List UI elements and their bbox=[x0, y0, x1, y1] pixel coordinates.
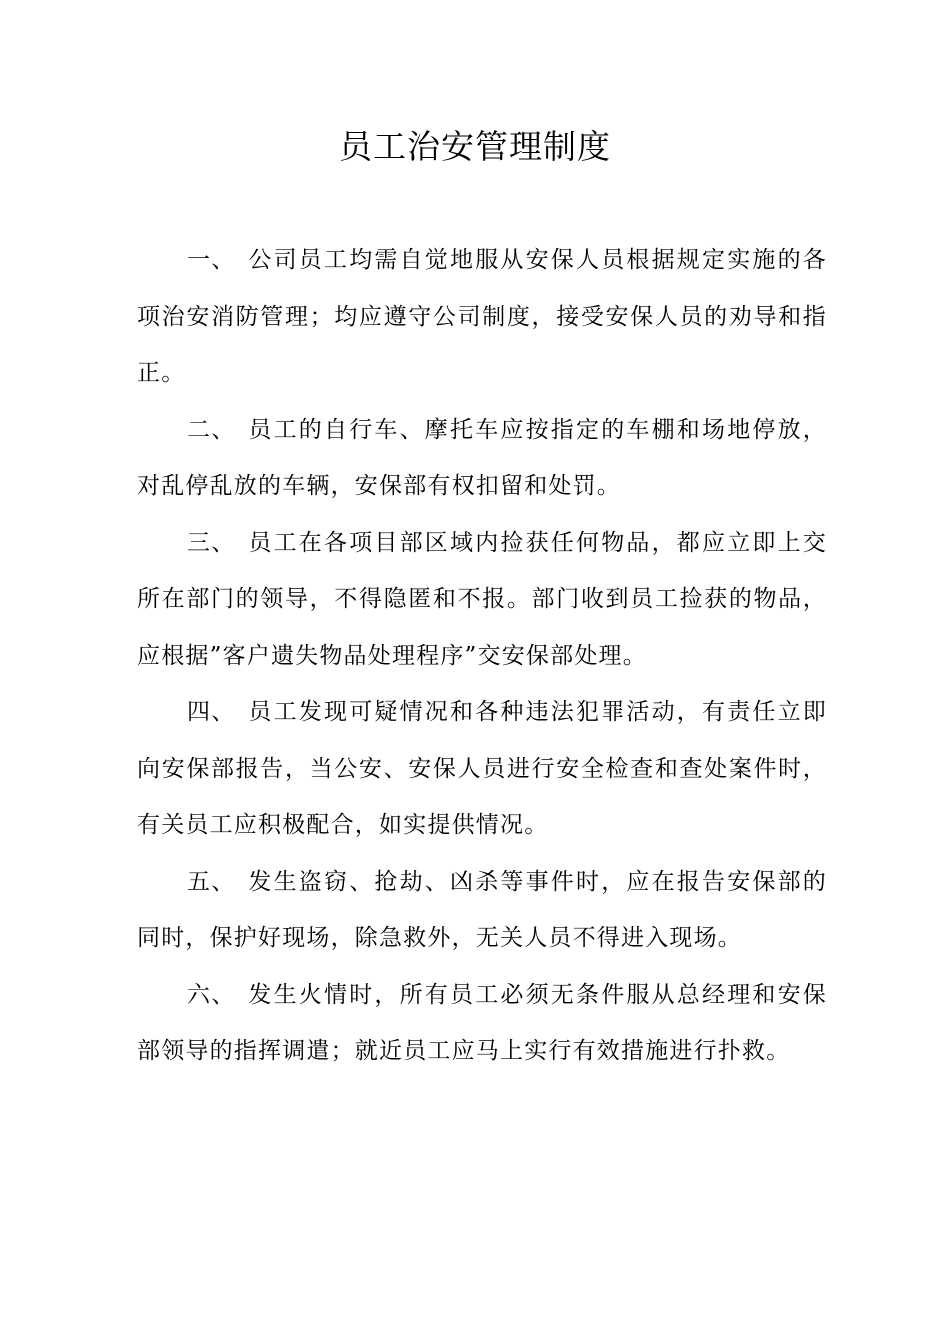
clause-6 bbox=[137, 967, 827, 1080]
clause-3 bbox=[137, 515, 827, 685]
document-title: 员工治安管理制度 bbox=[339, 127, 611, 166]
clause-5 bbox=[137, 854, 827, 967]
clause-number: 三、 bbox=[187, 529, 236, 556]
clause-number: 五、 bbox=[187, 868, 236, 895]
clause-text: 公司员工均需自觉地服从安保人员根据规定实施的各项治安消防管理；均应遵守公司制度，接受安保人员的劝导和指正。 bbox=[137, 247, 827, 386]
clause-number: 一、 bbox=[187, 247, 236, 273]
clause-number: 二、 bbox=[187, 416, 236, 443]
document-body bbox=[137, 232, 827, 1080]
clause-text: 员工的自行车、摩托车应按指定的车棚和场地停放，对乱停乱放的车辆，安保部有权扣留和处罚。 bbox=[137, 416, 827, 499]
clause-text: 发生盗窃、抢劫、凶杀等事件时，应在报告安保部的同时，保护好现场，除急救外，无关人员不得进入现场。 bbox=[137, 868, 827, 951]
clause-number: 四、 bbox=[187, 699, 236, 725]
clause-number: 六、 bbox=[187, 981, 236, 1008]
clause-1 bbox=[137, 232, 827, 402]
clause-text: 发生火情时，所有员工必须无条件服从总经理和安保部领导的指挥调遣；就近员工应马上实行有效措施进行扑救。 bbox=[137, 981, 827, 1064]
clause-4 bbox=[137, 684, 827, 854]
clause-2 bbox=[137, 402, 827, 515]
clause-text: 员工发现可疑情况和各种违法犯罪活动，有责任立即向安保部报告，当公安、安保人员进行安全检查和查处案件时，有关员工应积极配合，如实提供情况。 bbox=[137, 699, 827, 838]
clause-text: 员工在各项目部区域内捡获任何物品，都应立即上交所在部门的领导，不得隐匿和不报。部门收到员工捡获的物品，应根据”客户遗失物品处理程序”交安保部处理。 bbox=[137, 529, 827, 669]
